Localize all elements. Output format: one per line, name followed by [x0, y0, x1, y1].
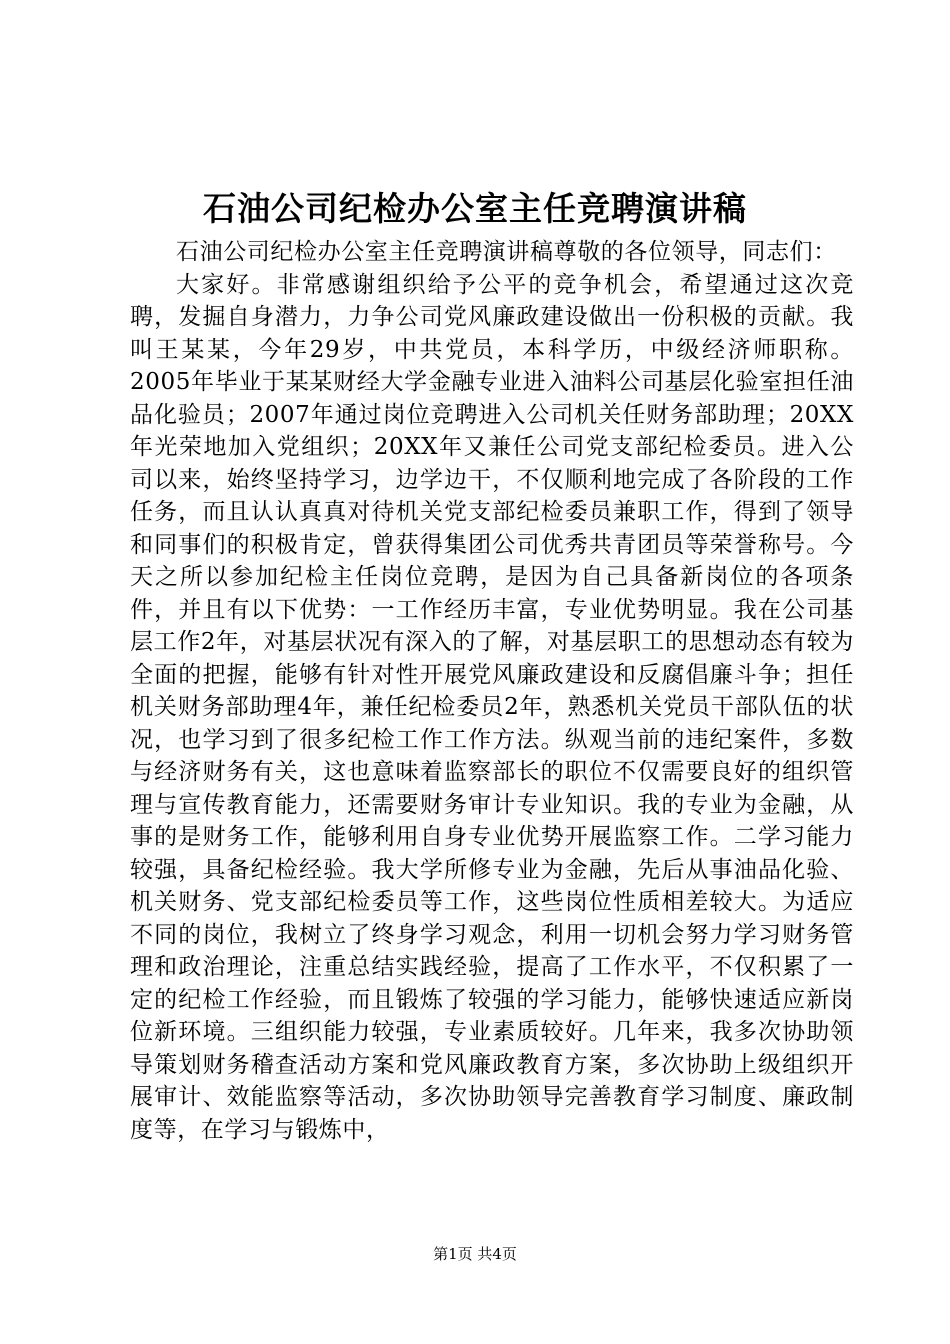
paragraph-main: 大家好。非常感谢组织给予公平的竞争机会，希望通过这次竞聘，发掘自身潜力，力争公司党风廉政建设做出一份积极的贡献。我叫王某某，今年29岁，中共党员，本科学历，中级经济师职称。2005年毕业于某某财经大学金融专业进入油料公司基层化验室担任油品化验员；2007年通过岗位竞聘进入公司机关任财务部助理；20XX年光荣地加入党组织；20XX年又兼任公司党支部纪检委员。进入公司以来，始终坚持学习，边学边干，不仅顺利地完成了各阶段的工作任务，而且认认真真对待机关党支部纪检委员兼职工作，得到了领导和同事们的积极肯定，曾获得集团公司优秀共青团员等荣誉称号。今天之所以参加纪检主任岗位竞聘，是因为自己具备新岗位的各项条件，并且有以下优势：一工作经历丰富，专业优势明显。我在公司基层工作2年，对基层状况有深入的了解，对基层职工的思想动态有较为全面的把握，能够有针对性开展党风廉政建设和反腐倡廉斗争；担任机关财务部助理4年，兼任纪检委员2年，熟悉机关党员干部队伍的状况，也学习到了很多纪检工作工作方法。纵观当前的违纪案件，多数与经济财务有关，这也意味着监察部长的职位不仅需要良好的组织管理与宣传教育能力，还需要财务审计专业知识。我的专业为金融，从事的是财务工作，能够利用自身专业优势开展监察工作。二学习能力较强，具备纪检经验。我大学所修专业为金融，先后从事油品化验、机关财务、党支部纪检委员等工作，这些岗位性质相差较大。为适应不同的岗位，我树立了终身学习观念，利用一切机会努力学习财务管理和政治理论，注重总结实践经验，提高了工作水平，不仅积累了一定的纪检工作经验，而且锻炼了较强的学习能力，能够快速适应新岗位新环境。三组织能力较强，专业素质较好。几年来，我多次协助领导策划财务稽查活动方案和党风廉政教育方案，多次协助上级组织开展审计、效能监察等活动，多次协助领导完善教育学习制度、廉政制度等，在学习与锻炼中， [130, 271, 854, 1143]
document-title: 石油公司纪检办公室主任竞聘演讲稿 [203, 189, 747, 228]
paragraph-greeting: 石油公司纪检办公室主任竞聘演讲稿尊敬的各位领导，同志们： [176, 239, 837, 265]
page-footer: 第1页 共4页 [433, 1245, 517, 1263]
document-body [130, 236, 854, 1146]
